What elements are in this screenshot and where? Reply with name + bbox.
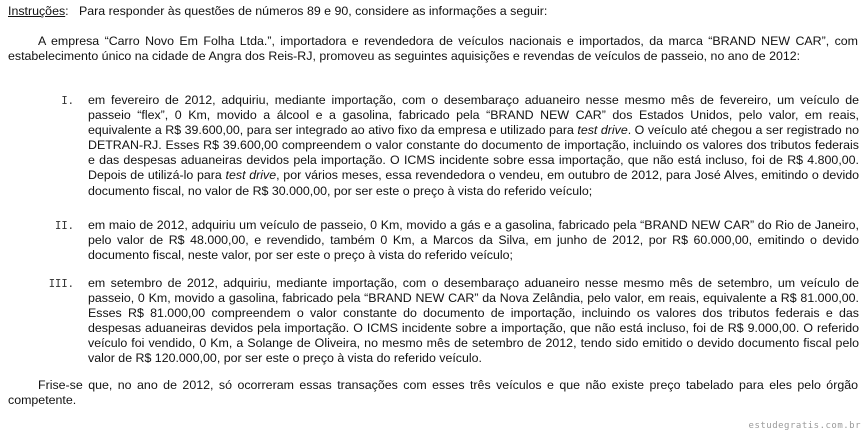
item-number-1: I.: [61, 95, 74, 107]
site-watermark: estudegratis.com.br: [748, 421, 861, 431]
item-1-text-after: , por vários meses, essa revendedora o vendeu, em outubro de 2012, para José Alves, emitindo o devido documento fiscal, no valor de R$ 30.000,00, por ser este o preço à vista do referido veículo;: [88, 168, 859, 198]
item-text-1: [88, 93, 859, 199]
instructions-text: Para responder às questões de números 89 e 90, considere as informações a seguir:: [78, 4, 548, 18]
instructions-line: Instruções: Para responder às questões de números 89 e 90, considere as informações a seguir:: [8, 4, 548, 18]
intro-paragraph: A empresa “Carro Novo Em Folha Ltda.”, importadora e revendedora de veículos nacionais e importados, da marca “BRAND NEW CAR”, com estabelecimento único na cidade de Angra dos Reis-RJ, promoveu as seguintes aquisições e revendas de veículos de passeio, no ano de 2012:: [8, 34, 858, 64]
item-text-2: em maio de 2012, adquiriu um veículo de passeio, 0 Km, movido a gás e a gasolina, fabricado pela “BRAND NEW CAR” do Rio de Janeiro, pelo valor de R$ 48.000,00, e revendido, também 0 Km, a Marcos da Silva, em junho de 2012, por R$ 60.000,00, emitindo o devido documento fiscal, neste valor, por ser este o preço à vista do referido veículo;: [88, 218, 859, 263]
item-text-3: em setembro de 2012, adquiriu, mediante importação, com o desembaraço aduaneiro nesse mesmo mês de setembro, um veículo de passeio, 0 Km, movido a gasolina, fabricado pela “BRAND NEW CAR” da Nova Zelândia, pelo valor, em reais, equivalente a R$ 81.000,00. Esses R$ 81.000,00 compreendem o valor constante do documento de importação, incluindo os valores dos tributos federais e das despesas aduaneiras devidos pela importação. O ICMS incidente sobre a importação, que não está incluso, foi de R$ 9.000,00. O referido veículo foi vendido, 0 Km, a Solange de Oliveira, no mesmo mês de setembro de 2012, tendo sido emitido o devido documento fiscal pelo valor de R$ 120.000,00, por ser este o preço à vista do referido veículo.: [88, 276, 859, 366]
item-1-italic-2: test drive: [225, 168, 277, 183]
item-1-italic-1: test drive: [577, 123, 628, 138]
closing-paragraph: Frise-se que, no ano de 2012, só ocorreram essas transações com esses três veículos e que não existe preço tabelado para eles pelo órgão competente.: [8, 378, 858, 408]
item-1-text-middle: . O veículo até chegou a ser registrado no DETRAN-RJ. Esses R$ 39.600,00 compreendem o valor constante do documento de importação, incluindo os valores dos tributos federais e das despesas aduaneiras devidos pela importação. O ICMS incidente sobre essa importação, que não está incluso, foi de R$ 4.800,00. Depois de utilizá-lo para: [88, 123, 859, 183]
item-number-3: III.: [48, 278, 74, 290]
item-1-text-before: em fevereiro de 2012, adquiriu, mediante importação, com o desembaraço aduaneiro nesse mesmo mês de fevereiro, um veículo de passeio “flex”, 0 Km, movido a álcool e a gasolina, fabricado pela “BRAND NEW CAR” dos Estados Unidos, pelo valor, em reais, equivalente a R$ 39.600,00, para ser integrado ao ativo fixo da empresa e utilizado para: [88, 93, 859, 138]
item-number-2: II.: [55, 220, 74, 232]
instructions-label: Instruções: [8, 4, 66, 18]
